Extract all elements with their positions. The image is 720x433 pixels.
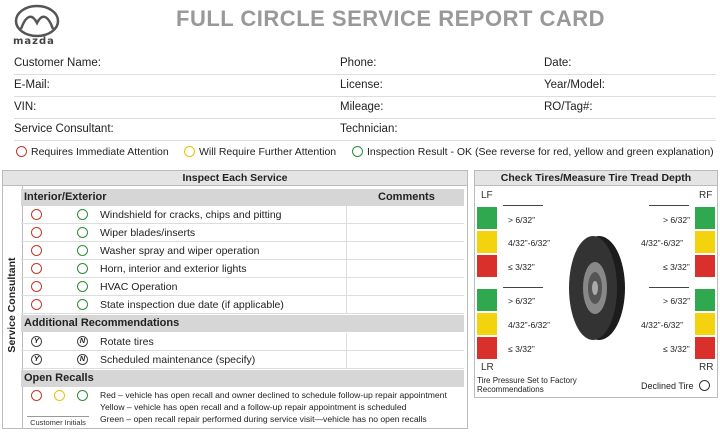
corner-rr: RR xyxy=(699,362,714,373)
rr-line xyxy=(649,287,689,288)
interior-exterior-band xyxy=(21,189,464,206)
green-checkbox[interactable] xyxy=(77,209,88,220)
email-label: E-Mail: xyxy=(14,79,50,91)
interior-item-row xyxy=(21,224,464,242)
no-checkbox[interactable]: N xyxy=(77,354,88,365)
customer-initials-label: Customer Initials xyxy=(27,416,89,427)
additional-item-row xyxy=(21,351,464,369)
open-recalls-band xyxy=(21,370,464,387)
red-checkbox[interactable] xyxy=(31,263,42,274)
interior-item-row xyxy=(21,260,464,278)
brand-wordmark: mazda xyxy=(13,36,55,47)
rf-good-label: > 6/32” xyxy=(663,215,690,225)
tire-pressure-note: Tire Pressure Set to Factory Recommendations xyxy=(477,376,577,394)
recall-yellow-checkbox[interactable] xyxy=(54,390,65,401)
interior-item-label: Horn, interior and exterior lights xyxy=(100,263,247,275)
rf-line xyxy=(649,205,689,206)
declined-tire: Declined Tire xyxy=(641,380,714,391)
no-checkbox[interactable]: N xyxy=(77,336,88,347)
additional-item-row xyxy=(21,333,464,351)
red-checkbox[interactable] xyxy=(31,299,42,310)
interior-item-label: Windshield for cracks, chips and pitting xyxy=(100,209,282,221)
lf-yellow-indicator[interactable] xyxy=(477,231,497,253)
lr-low-label: ≤ 3/32” xyxy=(508,344,535,354)
red-checkbox[interactable] xyxy=(31,245,42,256)
open-recalls-body xyxy=(21,386,464,426)
rr-good-label: > 6/32” xyxy=(663,296,690,306)
rf-yellow-indicator[interactable] xyxy=(695,231,715,253)
lr-mid-label: 4/32”-6/32” xyxy=(508,320,551,330)
interior-item-row xyxy=(21,278,464,296)
lf-green-indicator[interactable] xyxy=(477,207,497,229)
tire-icon xyxy=(565,233,627,343)
phone-label: Phone: xyxy=(340,57,377,69)
recall-green-checkbox[interactable] xyxy=(77,390,88,401)
recall-red-checkbox[interactable] xyxy=(31,390,42,401)
green-checkbox[interactable] xyxy=(77,227,88,238)
yes-checkbox[interactable]: Y xyxy=(31,336,42,347)
green-checkbox[interactable] xyxy=(77,245,88,256)
yes-checkbox[interactable]: Y xyxy=(31,354,42,365)
comment-divider xyxy=(346,260,347,278)
green-checkbox[interactable] xyxy=(77,299,88,310)
recall-line-red: Red – vehicle has open recall and owner declined to schedule follow-up repair appointment xyxy=(100,390,447,400)
ro-tag-label: RO/Tag#: xyxy=(544,101,593,113)
red-checkbox[interactable] xyxy=(31,209,42,220)
field-row-4 xyxy=(14,120,716,141)
interior-item-label: HVAC Operation xyxy=(100,281,178,293)
lf-red-indicator[interactable] xyxy=(477,255,497,277)
service-consultant-sidebar xyxy=(3,186,23,428)
rr-red-indicator[interactable] xyxy=(695,337,715,359)
red-checkbox[interactable] xyxy=(31,281,42,292)
mileage-label: Mileage: xyxy=(340,101,384,113)
rr-low-label: ≤ 3/32” xyxy=(663,344,690,354)
legend-green: Inspection Result - OK (See reverse for red, yellow and green explanation) xyxy=(352,146,714,158)
green-checkbox[interactable] xyxy=(77,263,88,274)
interior-item-label: Wiper blades/inserts xyxy=(100,227,196,239)
comment-divider xyxy=(346,224,347,242)
comment-divider xyxy=(346,296,347,314)
additional-item-label: Scheduled maintenance (specify) xyxy=(100,354,256,366)
field-row-1 xyxy=(14,54,716,75)
lr-red-indicator[interactable] xyxy=(477,337,497,359)
comment-divider xyxy=(346,278,347,296)
legend-yellow: Will Require Further Attention xyxy=(184,146,336,158)
comment-divider xyxy=(346,242,347,260)
additional-item-label: Rotate tires xyxy=(100,336,154,348)
rf-red-indicator[interactable] xyxy=(695,255,715,277)
interior-exterior-heading: Interior/Exterior xyxy=(24,191,107,203)
rf-low-label: ≤ 3/32” xyxy=(663,262,690,272)
rr-yellow-indicator[interactable] xyxy=(695,313,715,335)
rf-green-indicator[interactable] xyxy=(695,207,715,229)
corner-rf: RF xyxy=(699,190,713,201)
red-circle-icon xyxy=(16,146,27,157)
comments-heading: Comments xyxy=(378,191,435,203)
yellow-circle-icon xyxy=(184,146,195,157)
recall-line-yellow: Yellow – vehicle has open recall and a follow-up repair appointment is scheduled xyxy=(100,402,407,412)
lf-good-label: > 6/32” xyxy=(508,215,535,225)
comment-divider xyxy=(346,333,347,351)
sidebar-label: Service Consultant xyxy=(6,257,18,353)
interior-item-row xyxy=(21,242,464,260)
tire-heading: Check Tires/Measure Tire Tread Depth xyxy=(475,171,717,186)
field-row-3 xyxy=(14,98,716,119)
lr-green-indicator[interactable] xyxy=(477,289,497,311)
corner-lr: LR xyxy=(481,362,494,373)
lr-good-label: > 6/32” xyxy=(508,296,535,306)
inspect-heading: Inspect Each Service xyxy=(3,171,467,186)
lf-line xyxy=(503,205,543,206)
interior-item-label: State inspection due date (if applicable) xyxy=(100,299,284,311)
year-model-label: Year/Model: xyxy=(544,79,605,91)
green-circle-icon xyxy=(352,146,363,157)
open-recalls-heading: Open Recalls xyxy=(24,372,94,384)
comment-divider xyxy=(346,206,347,224)
rr-green-indicator[interactable] xyxy=(695,289,715,311)
lf-mid-label: 4/32”-6/32” xyxy=(508,238,551,248)
service-consultant-label: Service Consultant: xyxy=(14,123,114,135)
rf-mid-label: 4/32”-6/32” xyxy=(641,238,684,248)
legend-red: Requires Immediate Attention xyxy=(16,146,169,158)
date-label: Date: xyxy=(544,57,572,69)
interior-item-label: Washer spray and wiper operation xyxy=(100,245,260,257)
interior-item-row xyxy=(21,206,464,224)
declined-tire-checkbox[interactable] xyxy=(699,380,710,391)
lr-line xyxy=(503,287,543,288)
additional-recommendations-heading: Additional Recommendations xyxy=(24,317,180,329)
recall-line-green: Green – open recall repair performed during service visit—vehicle has no open recalls xyxy=(100,414,427,424)
field-row-2 xyxy=(14,76,716,97)
corner-lf: LF xyxy=(481,190,493,201)
lr-yellow-indicator[interactable] xyxy=(477,313,497,335)
interior-item-row xyxy=(21,296,464,314)
vin-label: VIN: xyxy=(14,101,37,113)
technician-label: Technician: xyxy=(340,123,398,135)
green-checkbox[interactable] xyxy=(77,281,88,292)
tire-section xyxy=(474,170,718,398)
page-title: FULL CIRCLE SERVICE REPORT CARD xyxy=(176,6,606,31)
lf-low-label: ≤ 3/32” xyxy=(508,262,535,272)
customer-name-label: Customer Name: xyxy=(14,57,101,69)
license-label: License: xyxy=(340,79,383,91)
red-checkbox[interactable] xyxy=(31,227,42,238)
comment-divider xyxy=(346,351,347,369)
additional-recommendations-band xyxy=(21,315,464,332)
rr-mid-label: 4/32”-6/32” xyxy=(641,320,684,330)
